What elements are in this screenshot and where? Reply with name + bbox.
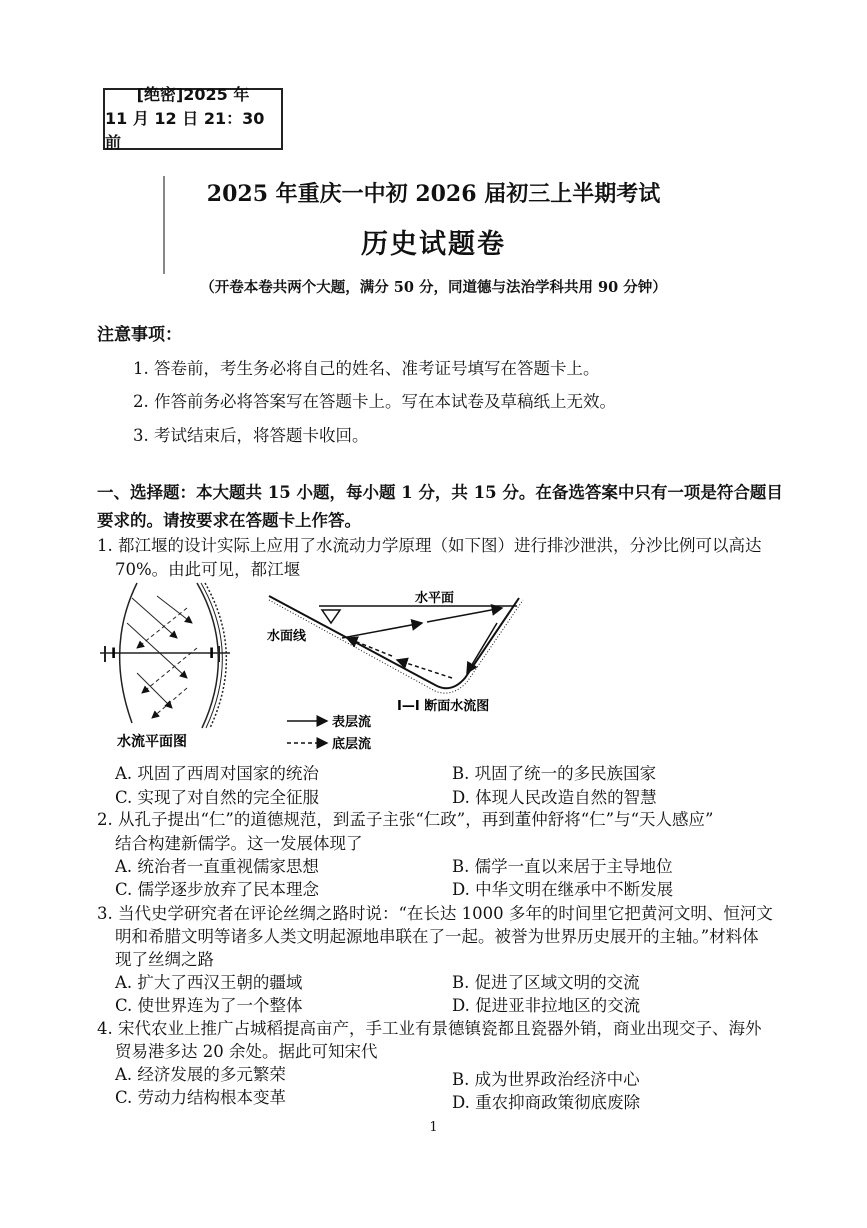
dujiangyan-figure <box>97 578 547 753</box>
q3-stem: 明和希腊文明等诸多人类文明起源地串联在了一起。被誉为世界历史展开的主轴。”材料体 <box>115 927 759 946</box>
section-caption: I—I 断面水流图 <box>397 699 490 714</box>
q3-stem: 3. 当代史学研究者在评论丝绸之路时说：“在长达 1000 多年的时间里它把黄河文明、恒河文 <box>97 904 773 923</box>
exam-note: （开卷本卷共两个大题，满分 50 分，同道德与法治学科共用 90 分钟） <box>200 279 667 296</box>
q1-option-b: B. 巩固了统一的多民族国家 <box>452 764 657 783</box>
q4-stem: 贸易港多达 20 余处。据此可知宋代 <box>115 1042 378 1061</box>
q4-stem: 4. 宋代农业上推广占城稻提高亩产，手工业有景德镇瓷都且瓷器外销，商业出现交子、海外 <box>97 1019 762 1038</box>
q4-option-a: A. 经济发展的多元繁荣 <box>115 1065 286 1084</box>
water-level-label: 水平面 <box>415 591 455 606</box>
exam-title: 2025 年重庆一中初 2026 届初三上半期考试 <box>206 181 661 207</box>
q2-stem: 结合构建新儒学。这一发展体现了 <box>115 834 363 853</box>
q2-stem: 2. 从孔子提出“仁”的道德规范，到孟子主张“仁政”，再到董仲舒将“仁”与“天人感应” <box>97 810 714 829</box>
notice-title: 注意事项： <box>97 325 182 345</box>
q1-option-d: D. 体现人民改造自然的智慧 <box>452 788 657 807</box>
secret-stamp <box>103 85 283 152</box>
q3-option-b: B. 促进了区域文明的交流 <box>452 973 640 992</box>
q2-option-c: C. 儒学逐步放弃了民本理念 <box>115 880 320 899</box>
q4-option-b: B. 成为世界政治经济中心 <box>452 1070 640 1089</box>
q3-option-c: C. 使世界连为了一个整体 <box>115 996 303 1015</box>
waterline-label: 水面线 <box>267 629 307 644</box>
paper-subtitle: 历史试题卷 <box>361 229 506 260</box>
section-heading: 一、选择题：本大题共 15 小题，每小题 1 分，共 15 分。在备选答案中只有一项是符合题目 <box>97 483 783 502</box>
q2-option-d: D. 中华文明在继承中不断发展 <box>452 880 674 899</box>
legend-surface: 表层流 <box>332 715 372 730</box>
plan-marker-left: I <box>111 646 117 662</box>
plan-marker-right: I <box>209 646 215 662</box>
q2-option-a: A. 统治者一直重视儒家思想 <box>115 857 319 876</box>
notice-item: 1. 答卷前，考生务必将自己的姓名、准考证号填写在答题卡上。 <box>133 359 600 378</box>
q2-option-b: B. 儒学一直以来居于主导地位 <box>452 857 673 876</box>
cross-section <box>267 590 523 714</box>
plan-caption: 水流平面图 <box>117 734 187 750</box>
notice-item: 2. 作答前务必将答案写在答题卡上。写在本试卷及草稿纸上无效。 <box>133 392 616 411</box>
q4-option-c: C. 劳动力结构根本变革 <box>115 1088 287 1107</box>
q1-stem: 70%。由此可见，都江堰 <box>115 560 301 579</box>
legend-bottom: 底层流 <box>332 737 372 752</box>
secret-line-2: 11 月 12 日 21：30 前 <box>105 109 265 152</box>
notice-item: 3. 考试结束后，将答题卡收回。 <box>133 426 369 445</box>
q3-option-d: D. 促进亚非拉地区的交流 <box>452 996 641 1015</box>
q3-stem: 现了丝绸之路 <box>115 950 214 969</box>
page-number: 1 <box>429 1120 438 1135</box>
q4-option-d: D. 重农抑商政策彻底废除 <box>452 1093 641 1112</box>
q1-option-c: C. 实现了对自然的完全征服 <box>115 788 320 807</box>
plan-view <box>100 583 230 750</box>
q1-stem: 1. 都江堰的设计实际上应用了水流动力学原理（如下图）进行排沙泄洪，分沙比例可以高达 <box>97 536 762 555</box>
q1-option-a: A. 巩固了西周对国家的统治 <box>115 764 319 783</box>
secret-line-1: [绝密]2025 年 <box>136 85 250 104</box>
legend <box>287 714 371 752</box>
q3-option-a: A. 扩大了西汉王朝的疆域 <box>115 973 303 992</box>
section-heading-cont: 要求的。请按要求在答题卡上作答。 <box>97 511 361 530</box>
